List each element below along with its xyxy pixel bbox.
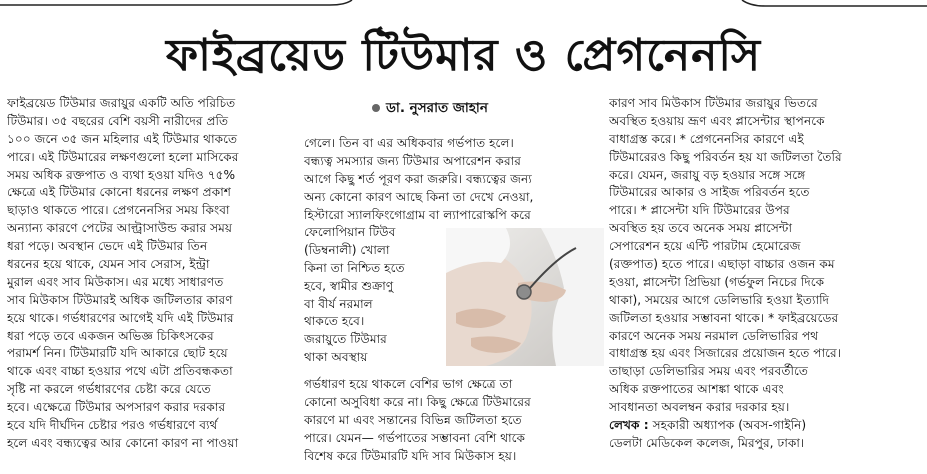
text-line: ধরা পড়ে তবে একজন অভিজ্ঞ চিকিৎসকের (7, 328, 214, 343)
header-rule-decoration (0, 0, 927, 20)
author-credit-line-1 (609, 417, 925, 435)
article-column-3 (609, 95, 925, 453)
text-line: ফেলোপিয়ান টিউব (304, 225, 396, 239)
text-line: (ডিম্বনালী) খোলা (304, 242, 390, 257)
text-line: টিউমারেরও কিছু পরিবর্তন হয় যা জটিলতা তৈরি (609, 149, 842, 164)
text-line: হিস্টারো স্যালফিংগোগ্রাম বা ল্যাপারোস্কপি করে (304, 207, 531, 222)
text-line: আগে কিছু শর্ত পূরণ করা জরুরি। বন্ধ্যত্বের জন্য (304, 171, 532, 186)
text-line: হলে এবং বন্ধ্যত্বের আর কোনো কারণ না পাওয়া (7, 435, 239, 450)
byline (372, 97, 488, 120)
text-line: জরায়ুতে টিউমার (304, 332, 387, 347)
text-line: হওয়া, প্লাসেন্টা প্রিভিয়া (গর্ভফুল নিচের দিকে (609, 274, 825, 289)
text-line: সময় অধিক রক্তপাত ও ব্যথা হওয়া যদিও ৭৫% (7, 167, 236, 182)
text-line: অন্যান্য কারণে পেটের আল্ট্রাসাউন্ড করার সময় (7, 221, 233, 236)
text-line: ক্ষেত্রে এই টিউমার কোনো ধরনের লক্ষণ প্রকাশ (7, 185, 231, 200)
text-line: পারে। এই টিউমারের লক্ষণগুলো হলো মাসিকের (7, 149, 239, 164)
text-line: ধরা পড়ে। অবস্থান ভেদে এই টিউমার তিন (7, 239, 208, 254)
text-line: টিউমারের আকার ও সাইজ পরিবর্তন হতে (609, 185, 810, 200)
text-line: বাধাগ্রস্ত হয় এবং সিজারের প্রয়োজন হতে পারে। (609, 346, 842, 361)
author-title: সহকারী অধ্যাপক (অবস-গাইনি) (652, 418, 807, 433)
author-label: লেখক : (609, 418, 649, 433)
text-line: থাকা অবস্থায় (304, 350, 368, 365)
text-line: অবস্থিত হওয়ায় ভ্রূণ এবং প্লাসেন্টার স্থাপনকে (609, 113, 825, 128)
text-line: কারণে অনেক সময় নরমাল ডেলিভারির পথ (609, 328, 819, 343)
text-line: জটিলতা হওয়ার সম্ভাবনা থাকে। * ফাইব্রয়েডের (609, 310, 839, 325)
text-line: থাকা), সময়ের আগে ডেলিভারি হওয়া ইত্যাদি (609, 292, 830, 307)
text-line: (রক্তপাত) হতে পারে। এছাড়া বাচ্চার ওজন কম (609, 257, 835, 272)
text-line: ছাড়াও থাকতে পারে। প্রেগনেনসির সময় কিংবা (7, 203, 230, 218)
text-line: থাকে এবং বাচ্চা হওয়ার পথে এটা প্রতিবন্ধকতা (7, 364, 233, 379)
article-column-2-top (304, 135, 604, 224)
author-credit-line-2: ডেলটা মেডিকেল কলেজ, মিরপুর, ঢাকা। (609, 435, 805, 450)
author-name: ডা. নুসরাত জাহান (386, 100, 488, 116)
text-line: বাধাগ্রস্ত করে। * প্রেগনেনসির কারণে এই (609, 131, 804, 146)
text-line: গেলে। তিন বা এর অধিকবার গর্ভপাত হলে। (304, 136, 514, 150)
text-line: থাকতে হবে। (304, 314, 365, 329)
text-line: পারে। * প্লাসেন্টা যদি টিউমারের উপর (609, 203, 790, 218)
text-line: কিনা তা নিশ্চিত হতে (304, 260, 405, 275)
text-line: সেপারেশন হয়ে এন্টি পারটাম হেমোরেজ (609, 239, 801, 254)
text-line: অধিক রক্তপাতের আশঙ্কা থাকে এবং (609, 382, 784, 397)
text-line: ফাইব্রয়েড টিউমার জরায়ুর একটি অতি পরিচিত (7, 96, 236, 110)
article-column-2-wrap (304, 224, 442, 367)
text-line: কারণে মা এবং সন্তানের বিভিন্ন জটিলতা হতে (304, 412, 522, 427)
text-line: অবস্থিত হয় তবে অনেক সময় প্লাসেন্টা (609, 221, 792, 236)
text-line: পরামর্শ নিন। টিউমারটি যদি আকারে ছোট হয়ে (7, 346, 228, 361)
text-line: কোনো অসুবিধা করে না। কিছু ক্ষেত্রে টিউমারের (304, 394, 531, 409)
article-column-2-bottom (304, 376, 604, 465)
text-line: বা বীর্য নরমাল (304, 296, 373, 311)
text-line: বিশেষ করে টিউমারটি যদি সাব মিউকাস হয়। (304, 448, 517, 463)
text-line: ধরনের হয়ে থাকে, যেমন সাব সেরাস, ইন্ট্রা (7, 257, 210, 272)
text-line: গর্ভধারণ হয়ে থাকলে বেশির ভাগ ক্ষেত্রে তা (304, 377, 513, 391)
text-line: বন্ধ্যত্ব সমস্যার জন্য টিউমার অপারেশন করার (304, 153, 521, 168)
text-line: ১০০ জনে ৩৫ জন মহিলার এই টিউমার থাকতে (7, 131, 238, 146)
text-line: টিউমার। ৩৫ বছরের বেশি বয়সী নারীদের প্রতি (7, 113, 229, 128)
pregnancy-photo (446, 228, 604, 366)
text-line: অন্য কোনো কারণ আছে কিনা তা দেখে নেওয়া, (304, 189, 534, 204)
text-line: হয়ে থাকে। গর্ভধারণের আগেই যদি এই টিউমার (7, 310, 234, 325)
text-line: মুরাল এবং সাব মিউকাস। এর মধ্যে সাধারণত (7, 274, 224, 289)
bullet-icon (372, 104, 380, 112)
text-line: পারে। যেমন— গর্ভপাতের সম্ভাবনা বেশি থাকে (304, 430, 526, 445)
text-line: সৃষ্টি না করলে গর্ভধারণের চেষ্টা করে যেতে (7, 382, 211, 397)
text-line: সাব মিউকাস টিউমারই অধিক জটিলতার কারণ (7, 292, 233, 307)
text-line: করে। যেমন, জরায়ু বড় হওয়ার সঙ্গে সঙ্গে (609, 167, 806, 182)
text-line: কারণ সাব মিউকাস টিউমার জরায়ুর ভিতরে (609, 96, 818, 110)
text-line: তাছাড়া ডেলিভারির সময় এবং পরবর্তীতে (609, 364, 809, 379)
text-line: সাবধানতা অবলম্বন করার দরকার হয়। (609, 400, 790, 415)
text-line: হবে, স্বামীর শুক্রাণু (304, 278, 394, 293)
text-line: হবে যদি দীর্ঘদিন চেষ্টার পরও গর্ভধারণে ব্যর্থ (7, 418, 218, 433)
text-line: হবে। এক্ষেত্রে টিউমার অপসারণ করার দরকার (7, 400, 226, 415)
article-headline: ফাইব্রয়েড টিউমার ও প্রেগনেনসি (165, 30, 762, 81)
article-column-1 (7, 95, 291, 453)
